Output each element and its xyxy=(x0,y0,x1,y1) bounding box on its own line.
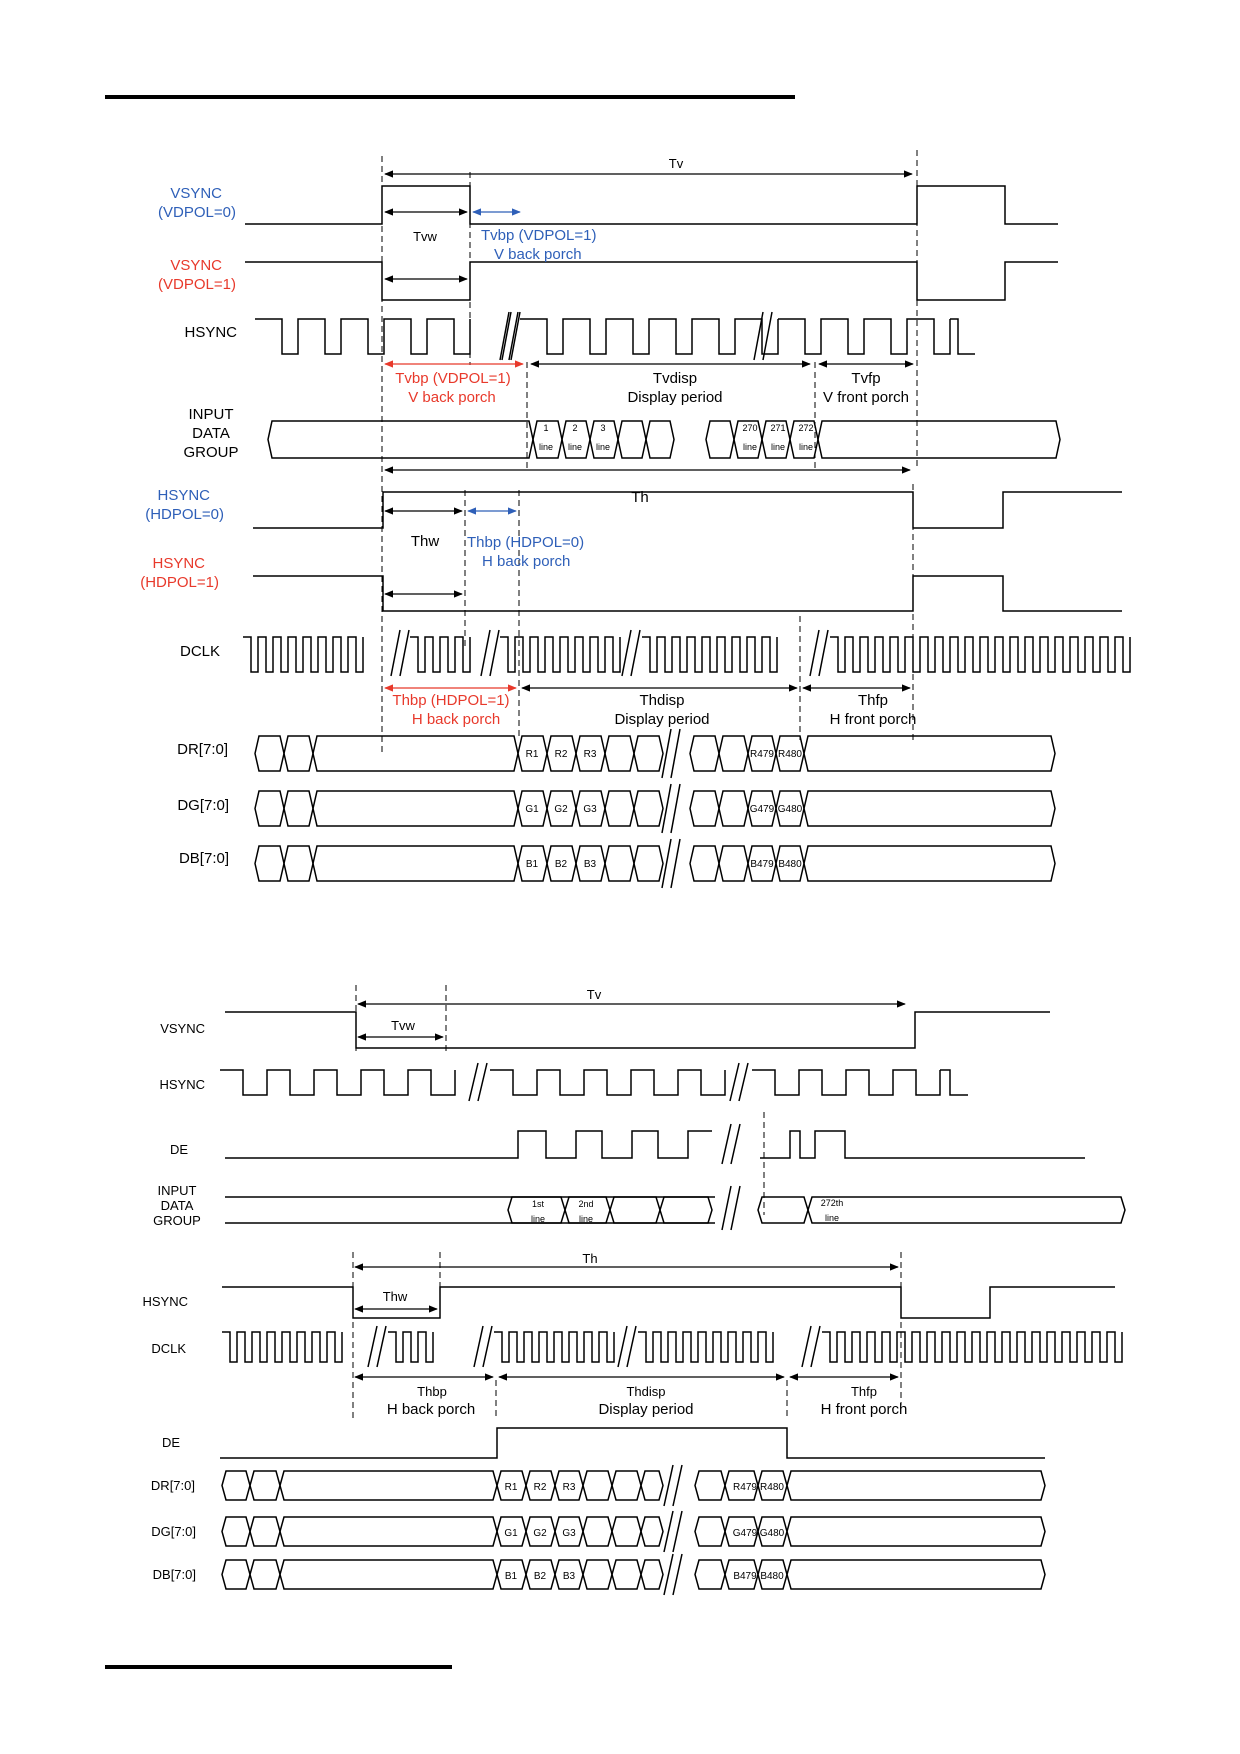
tvfp-label-sub: V front porch xyxy=(823,389,909,406)
d2-dg-break-b xyxy=(673,1511,682,1552)
thdisp-label-sub: Display period xyxy=(614,711,710,728)
d2-db-cell-b480: B480 xyxy=(760,1571,784,1582)
d1-db-cell-b480: B480 xyxy=(778,859,802,870)
d2-thw-label: Thw xyxy=(382,1289,408,1304)
d2-dclk-break-2-a xyxy=(474,1326,483,1367)
d2-dg-bus-a-seg-1 xyxy=(250,1517,280,1546)
diagram1-signal-labels xyxy=(140,185,238,867)
d1-dr-bus-b-seg-4 xyxy=(804,736,1055,771)
d1-db-cell-b3: B3 xyxy=(583,859,597,870)
d2-db-cell-b1: B1 xyxy=(504,1571,518,1582)
d2-dg-cell-g480: G480 xyxy=(759,1528,785,1539)
line-272-word: line xyxy=(798,442,814,452)
line-1-word: line xyxy=(538,442,554,452)
d2-de-break-b xyxy=(731,1124,740,1164)
d1-db-bus-b-seg-4 xyxy=(804,846,1055,881)
d2-tv-label: Tv xyxy=(586,987,602,1002)
d1-db-cell-b2: B2 xyxy=(554,859,568,870)
thbp-red-label-sub: H back porch xyxy=(411,711,501,728)
d2-dg-bus-b-seg-3 xyxy=(787,1517,1045,1546)
d2-line-1st-num: 1st xyxy=(531,1199,545,1209)
d2-input-label-3: GROUP xyxy=(153,1213,201,1228)
hsync-label: HSYNC xyxy=(184,324,237,341)
d2-dclk-break-1-a xyxy=(368,1326,377,1367)
d2-thbp-label: Thbp xyxy=(417,1384,447,1399)
d2-input-bus-a-seg-3 xyxy=(660,1197,712,1223)
vsync1-label: VSYNC xyxy=(170,257,222,274)
d2-dg-cell-g3: G3 xyxy=(562,1528,576,1539)
d1-dg-cell-g480: G480 xyxy=(777,804,803,815)
d2-line-272th-word: line xyxy=(824,1213,840,1223)
d2-dr-cell-r480: R480 xyxy=(760,1482,784,1493)
d2-hsync2-label: HSYNC xyxy=(142,1294,188,1309)
line-2-num: 2 xyxy=(572,423,578,433)
d2-thdisp-label: Thdisp xyxy=(626,1384,666,1399)
d2-hsync-break-1-a xyxy=(469,1063,478,1101)
d2-db-bus-b-seg-0 xyxy=(695,1560,725,1589)
d2-dg-bus-a-seg-2 xyxy=(280,1517,497,1546)
hsync0-wave xyxy=(253,492,1122,528)
d1-dg-cell-g3: G3 xyxy=(583,804,597,815)
vsync1-wave xyxy=(245,262,1058,300)
d1-dr-bus-b-seg-1 xyxy=(719,736,748,771)
d2-dg-bus-a-seg-0 xyxy=(222,1517,250,1546)
d2-dr-cell-r2: R2 xyxy=(533,1482,547,1493)
d2-dg-bus-a-seg-7 xyxy=(612,1517,641,1546)
d2-thbp-label-sub: H back porch xyxy=(386,1401,476,1418)
d2-db-bus-a-seg-7 xyxy=(612,1560,641,1589)
input-label-1: INPUT xyxy=(188,406,234,423)
dclk-break-1-a xyxy=(391,630,400,676)
d2-db-bus-a-seg-0 xyxy=(222,1560,250,1589)
d2-dclk-break-1-b xyxy=(377,1326,386,1367)
thw-label: Thw xyxy=(410,533,440,550)
d2-dclk-label: DCLK xyxy=(151,1341,186,1356)
d1-dr-break-b xyxy=(671,729,680,778)
dclk-label: DCLK xyxy=(179,643,220,660)
hsync-wave-3 xyxy=(778,319,950,354)
d2-dclk-wave-4 xyxy=(638,1332,773,1362)
d1-dr-cell-r1: R1 xyxy=(525,749,539,760)
vsync0-label: VSYNC xyxy=(170,185,222,202)
d2-db-break-b xyxy=(673,1554,682,1595)
tvw-label: Tvw xyxy=(413,229,437,244)
d2-dr-break-b xyxy=(673,1465,682,1506)
d1-dr-cell-r479: R479 xyxy=(750,749,774,760)
hsync-break-2-b xyxy=(763,312,772,360)
d1-db-bus-a-seg-1 xyxy=(284,846,313,881)
vsync0-wave xyxy=(245,186,1058,224)
d2-de-break-a xyxy=(722,1124,731,1164)
tv-label: Tv xyxy=(668,156,684,171)
d2-line-2nd-num: 2nd xyxy=(578,1199,594,1209)
d1-dg-bus-b-seg-4 xyxy=(804,791,1055,826)
d1-db-bus-b-seg-1 xyxy=(719,846,748,881)
th-label: Th xyxy=(631,489,649,506)
d1-dr-bus-a-seg-2 xyxy=(313,736,518,771)
d2-line-2nd-word: line xyxy=(578,1214,594,1224)
d2-dg-label: DG[7:0] xyxy=(151,1524,196,1539)
hsync1-label: HSYNC xyxy=(152,555,205,572)
d1-dg-bus-a-seg-0 xyxy=(255,791,284,826)
d2-dr-bus-b-seg-3 xyxy=(787,1471,1045,1500)
d2-dg-cell-g1: G1 xyxy=(504,1528,518,1539)
d1-dg-cell-g2: G2 xyxy=(554,804,568,815)
d1-db-break-b xyxy=(671,839,680,888)
hsync1-label-sub: (HDPOL=1) xyxy=(140,574,219,591)
d2-input-label-2: DATA xyxy=(160,1198,194,1213)
d2-hsync-break-2-b xyxy=(739,1063,748,1101)
d1-dr-bus-a-seg-6 xyxy=(605,736,634,771)
line-270-word: line xyxy=(742,442,758,452)
line-271-num: 271 xyxy=(770,423,786,433)
dclk-break-2-a xyxy=(481,630,490,676)
diagram1-line-labels xyxy=(539,423,814,452)
dclk-break-2-b xyxy=(490,630,499,676)
d2-th-label: Th xyxy=(582,1251,598,1266)
tvbp-red-label: Tvbp (VDPOL=1) xyxy=(395,370,511,387)
d2-hsync-wave-2 xyxy=(490,1070,725,1095)
tvfp-label: Tvfp xyxy=(851,370,881,387)
d2-dr-bus-a-seg-8 xyxy=(641,1471,663,1500)
line-3-word: line xyxy=(595,442,611,452)
d1-db-cell-b1: B1 xyxy=(525,859,539,870)
d2-dr-bus-a-seg-2 xyxy=(280,1471,497,1500)
d2-dr-label: DR[7:0] xyxy=(150,1478,195,1493)
d2-dr-bus-a-seg-0 xyxy=(222,1471,250,1500)
d1-dr-cell-r3: R3 xyxy=(583,749,597,760)
diagram2-line-labels xyxy=(531,1198,843,1224)
d2-vsync-label: VSYNC xyxy=(160,1021,205,1036)
d1-db-bus-a-seg-2 xyxy=(313,846,518,881)
d2-dclk-break-3-b xyxy=(627,1326,636,1367)
hsync1-wave xyxy=(253,576,1122,611)
d2-dr-bus-b-seg-0 xyxy=(695,1471,725,1500)
dr-label: DR[7:0] xyxy=(177,741,228,758)
tvdisp-label: Tvdisp xyxy=(652,370,698,387)
d1-dg-bus-b-seg-1 xyxy=(719,791,748,826)
d2-hsync-wave-1 xyxy=(220,1070,455,1095)
dclk-break-4-a xyxy=(810,630,819,676)
d1-dr-bus-a-seg-7 xyxy=(634,736,663,771)
d2-dr-bus-a-seg-7 xyxy=(612,1471,641,1500)
input-bus-a-seg-0 xyxy=(268,421,533,458)
dclk-wave-2 xyxy=(410,637,470,672)
d1-dg-bus-b-seg-0 xyxy=(690,791,719,826)
d1-db-bus-a-seg-6 xyxy=(605,846,634,881)
d1-dr-bus-b-seg-0 xyxy=(690,736,719,771)
d2-dr-bus-a-seg-1 xyxy=(250,1471,280,1500)
d2-dclk-break-2-b xyxy=(483,1326,492,1367)
d1-dg-bus-a-seg-6 xyxy=(605,791,634,826)
d1-dr-bus-a-seg-1 xyxy=(284,736,313,771)
input-bus-b-seg-4 xyxy=(818,421,1060,458)
input-bus-b-seg-0 xyxy=(706,421,734,458)
d2-hsync2-wave xyxy=(222,1287,1115,1318)
dclk-wave-1 xyxy=(243,637,363,672)
d1-db-bus-a-seg-0 xyxy=(255,846,284,881)
dclk-break-3-b xyxy=(631,630,640,676)
thbp-blue-label-sub: H back porch xyxy=(482,553,571,570)
d2-input-bus-b-seg-0 xyxy=(758,1197,808,1223)
thdisp-label: Thdisp xyxy=(639,692,685,709)
d2-dr-break-a xyxy=(664,1465,673,1506)
d2-input-label-1: INPUT xyxy=(157,1183,197,1198)
input-bus-a-seg-5 xyxy=(646,421,674,458)
d2-tvw-label: Tvw xyxy=(391,1018,415,1033)
d2-dg-bus-b-seg-0 xyxy=(695,1517,725,1546)
d2-dr-cell-r479: R479 xyxy=(733,1482,757,1493)
d2-dg-cell-g479: G479 xyxy=(732,1528,758,1539)
d1-dr-bus-a-seg-0 xyxy=(255,736,284,771)
d2-hsync-break-2-a xyxy=(730,1063,739,1101)
d1-dg-cell-g1: G1 xyxy=(525,804,539,815)
d1-dg-bus-a-seg-7 xyxy=(634,791,663,826)
d2-dg-cell-g2: G2 xyxy=(533,1528,547,1539)
d2-de-wave-2 xyxy=(760,1131,1085,1158)
d2-hsync-break-1-b xyxy=(478,1063,487,1101)
d1-dr-cell-r2: R2 xyxy=(554,749,568,760)
dclk-wave-3 xyxy=(500,637,620,672)
d2-vsync-wave xyxy=(225,1012,1050,1048)
thbp-red-label: Thbp (HDPOL=1) xyxy=(392,692,510,709)
hsync0-label-sub: (HDPOL=0) xyxy=(145,506,224,523)
line-1-num: 1 xyxy=(543,423,549,433)
d2-dclk-wave-1 xyxy=(222,1332,342,1362)
tvbp-blue-label: Tvbp (VDPOL=1) xyxy=(481,227,597,244)
d1-dr-cell-r480: R480 xyxy=(778,749,802,760)
d1-db-bus-b-seg-0 xyxy=(690,846,719,881)
d1-dg-cell-g479: G479 xyxy=(749,804,775,815)
tvdisp-label-sub: Display period xyxy=(627,389,723,406)
d2-dclk-wave-2 xyxy=(388,1332,433,1362)
d2-db-bus-a-seg-6 xyxy=(583,1560,612,1589)
d2-dclk-break-4-a xyxy=(802,1326,811,1367)
vsync0-label-sub: (VDPOL=0) xyxy=(158,204,236,221)
d1-dg-bus-a-seg-2 xyxy=(313,791,518,826)
d2-db-cell-b2: B2 xyxy=(533,1571,547,1582)
d2-input-bus-b-seg-1 xyxy=(808,1197,1125,1223)
d2-hsync-wave-3 xyxy=(752,1070,940,1095)
d2-line-272th-num: 272th xyxy=(820,1198,844,1208)
d2-de-label: DE xyxy=(169,1142,188,1157)
line-270-num: 270 xyxy=(742,423,758,433)
d1-dg-break-b xyxy=(671,784,680,833)
line-3-num: 3 xyxy=(600,423,606,433)
input-break-b xyxy=(511,312,520,360)
d2-thfp-label-sub: H front porch xyxy=(820,1401,908,1418)
d2-hsync-label: HSYNC xyxy=(159,1077,205,1092)
thfp-label-sub: H front porch xyxy=(829,711,917,728)
diagram2-signal-labels xyxy=(142,1021,205,1582)
d2-thfp-label: Thfp xyxy=(850,1384,878,1399)
d2-dr-cell-r1: R1 xyxy=(504,1482,518,1493)
d2-de2-label: DE xyxy=(161,1435,180,1450)
d2-de2-wave xyxy=(220,1428,1045,1458)
d2-dclk-break-4-b xyxy=(811,1326,820,1367)
d2-dclk-wave-5 xyxy=(822,1332,1122,1362)
d2-thdisp-label-sub: Display period xyxy=(598,1401,694,1418)
d2-db-bus-a-seg-1 xyxy=(250,1560,280,1589)
tvbp-red-label-sub: V back porch xyxy=(408,389,496,406)
dclk-wave-5 xyxy=(830,637,1130,672)
d2-dclk-wave-3 xyxy=(494,1332,614,1362)
db-label: DB[7:0] xyxy=(178,850,229,867)
line-2-word: line xyxy=(567,442,583,452)
d2-hsync-wave-tail xyxy=(940,1070,968,1095)
d2-dg-break-a xyxy=(664,1511,673,1552)
dclk-break-4-b xyxy=(819,630,828,676)
d2-dr-cell-r3: R3 xyxy=(562,1482,576,1493)
hsync0-label: HSYNC xyxy=(157,487,210,504)
d2-db-label: DB[7:0] xyxy=(152,1567,196,1582)
tvbp-blue-label-sub: V back porch xyxy=(494,246,582,263)
hsync-wave-tail xyxy=(950,319,975,354)
d2-db-bus-b-seg-3 xyxy=(787,1560,1045,1589)
dg-label: DG[7:0] xyxy=(177,797,229,814)
d2-db-bus-a-seg-2 xyxy=(280,1560,497,1589)
d2-dr-bus-a-seg-6 xyxy=(583,1471,612,1500)
d2-db-break-a xyxy=(664,1554,673,1595)
thfp-label: Thfp xyxy=(857,692,889,709)
dclk-break-1-b xyxy=(400,630,409,676)
d1-dg-bus-a-seg-1 xyxy=(284,791,313,826)
hsync-wave-1 xyxy=(255,319,470,354)
thbp-blue-label: Thbp (HDPOL=0) xyxy=(467,534,585,551)
d2-line-1st-word: line xyxy=(530,1214,546,1224)
d2-de-wave-1 xyxy=(225,1131,712,1158)
d2-dclk-break-3-a xyxy=(618,1326,627,1367)
line-272-num: 272 xyxy=(798,423,814,433)
line-271-word: line xyxy=(770,442,786,452)
input-bus-a-seg-4 xyxy=(618,421,646,458)
d2-dg-bus-a-seg-6 xyxy=(583,1517,612,1546)
input-label-2: DATA xyxy=(192,425,230,442)
input-label-3: GROUP xyxy=(183,444,239,461)
d2-input-break-b xyxy=(731,1186,740,1230)
hsync-wave-2 xyxy=(520,319,778,354)
dclk-wave-4 xyxy=(642,637,777,672)
d2-input-break-a xyxy=(722,1186,731,1230)
d2-input-bus-a-seg-2 xyxy=(610,1197,660,1223)
d1-db-bus-a-seg-7 xyxy=(634,846,663,881)
hsync-break-1-a xyxy=(500,312,509,360)
dclk-break-3-a xyxy=(622,630,631,676)
d2-db-cell-b479: B479 xyxy=(733,1571,757,1582)
d2-db-cell-b3: B3 xyxy=(562,1571,576,1582)
vsync1-label-sub: (VDPOL=1) xyxy=(158,276,236,293)
d1-db-cell-b479: B479 xyxy=(750,859,774,870)
d2-db-bus-a-seg-8 xyxy=(641,1560,663,1589)
d2-dg-bus-a-seg-8 xyxy=(641,1517,663,1546)
